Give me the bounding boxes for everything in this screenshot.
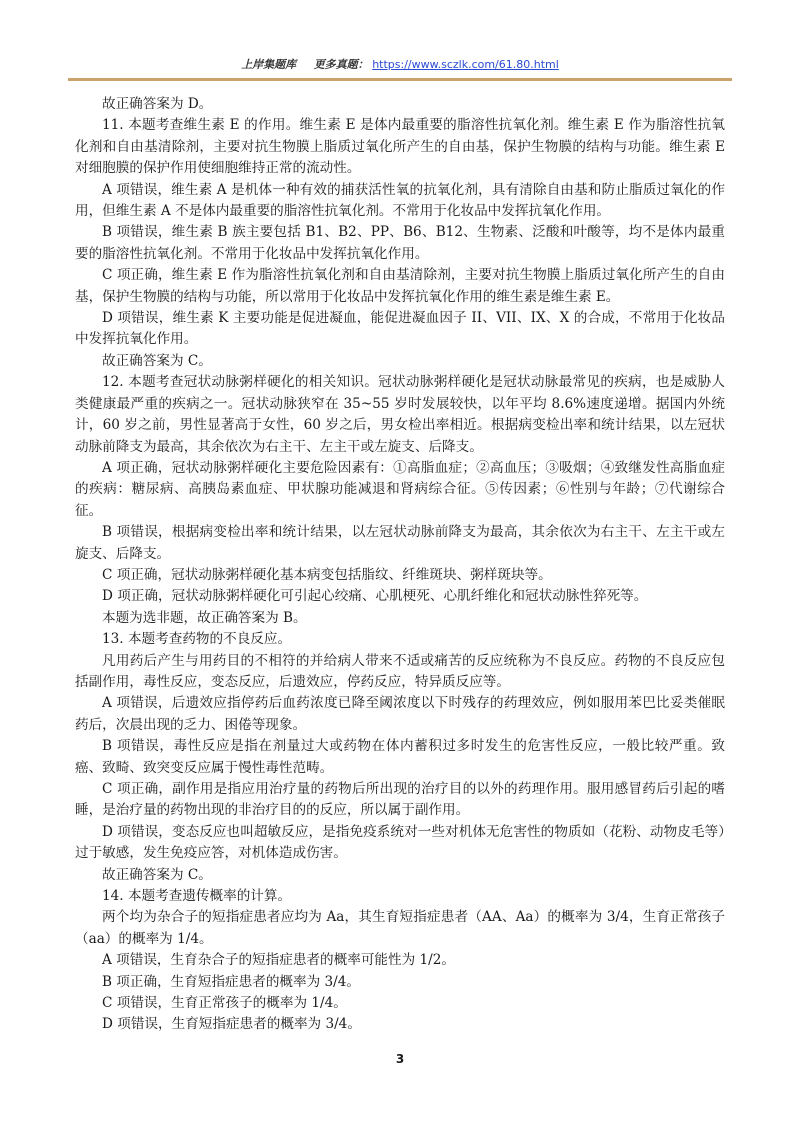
header-more-label: 更多真题： bbox=[313, 58, 369, 71]
paragraph: 凡用药后产生与用药目的不相符的并给病人带来不适或痛苦的反应统称为不良反应。药物的不良反应包括副作用，毒性反应，变态反应，后遗效应，停药反应，特异质反应等。 bbox=[75, 652, 725, 690]
paragraph: D 项错误，生育短指症患者的概率为 3/4。 bbox=[102, 1016, 361, 1033]
paragraph: C 项正确，冠状动脉粥样硬化基本病变包括脂纹、纤维斑块、粥样斑块等。 bbox=[102, 566, 552, 583]
paragraph: 本题为选非题，故正确答案为 B。 bbox=[102, 609, 307, 626]
paragraph: 14. 本题考查遗传概率的计算。 bbox=[102, 888, 292, 905]
paragraph: 两个均为杂合子的短指症患者应均为 Aa，其生育短指症患者（AA、Aa）的概率为 3/4，生育正常孩子（aa）的概率为 1/4。 bbox=[75, 909, 725, 947]
paragraph: 13. 本题考查药物的不良反应。 bbox=[102, 631, 292, 648]
paragraph: 故正确答案为 D。 bbox=[102, 96, 213, 112]
paragraph: A 项错误，后遗效应指停药后血药浓度已降至阈浓度以下时残存的药理效应，例如服用苯巴比妥类催眠药后，次晨出现的乏力、困倦等现象。 bbox=[75, 695, 725, 733]
paragraph: 故正确答案为 C。 bbox=[102, 352, 212, 369]
paragraph: A 项正确，冠状动脉粥样硬化主要危险因素有：①高脂血症；②高血压；③吸烟；④致继发性高脂血症的疾病：糖尿病、高胰岛素血症、甲状腺功能减退和肾病综合征。⑤传因素；⑥性别与年龄；⑦代谢综合征。 bbox=[75, 459, 725, 519]
paragraph: D 项正确，冠状动脉粥样硬化可引起心绞痛、心肌梗死、心肌纤维化和冠状动脉性猝死等。 bbox=[102, 588, 648, 605]
paragraph: D 项错误，维生素 K 主要功能是促进凝血，能促进凝血因子 II、VII、IX、X 的合成，不常用于化妆品中发挥抗氧化作用。 bbox=[75, 310, 725, 348]
page-number: 3 bbox=[395, 1052, 405, 1066]
paragraph: C 项错误，生育正常孩子的概率为 1/4。 bbox=[102, 995, 347, 1012]
document-body bbox=[75, 94, 725, 1036]
paragraph: B 项正确，生育短指症患者的概率为 3/4。 bbox=[102, 973, 361, 990]
paragraph: C 项正确，副作用是指应用治疗量的药物后所出现的治疗目的以外的药理作用。服用感冒药后引起的嗜睡，是治疗量的药物出现的非治疗目的的反应，所以属于副作用。 bbox=[75, 781, 725, 819]
header-url-link[interactable]: https://www.sczlk.com/61.80.html bbox=[372, 58, 559, 71]
paragraph: B 项错误，根据病变检出率和统计结果，以左冠状动脉前降支为最高，其余依次为右主干、左主干或左旋支、后降支。 bbox=[75, 524, 725, 562]
header-source-label: 上岸集题库 bbox=[241, 58, 297, 71]
paragraph: 故正确答案为 C。 bbox=[102, 866, 212, 883]
paragraph: 12. 本题考查冠状动脉粥样硬化的相关知识。冠状动脉粥样硬化是冠状动脉最常见的疾病，也是威胁人类健康最严重的疾病之一。冠状动脉狭窄在 35~55 岁时发展较快，以年平均 8.6%速度递增。据国内外统计，60 岁之前，男性显著高于女性，60 岁之后，男女检出率相近。根据病变检出率和统计结果，以左冠状动脉前降支为最高，其余依次为右主干、左主干或左旋支、后降支。 bbox=[75, 374, 725, 455]
paragraph: A 项错误，生育杂合子的短指症患者的概率可能性为 1/2。 bbox=[102, 952, 455, 969]
paragraph: C 项正确，维生素 E 作为脂溶性抗氧化剂和自由基清除剂，主要对抗生物膜上脂质过氧化所产生的自由基，保护生物膜的结构与功能，所以常用于化妆品中发挥抗氧化作用的维生素是维生素 E。 bbox=[75, 267, 725, 305]
paragraph: B 项错误，维生素 B 族主要包括 B1、B2、PP、B6、B12、生物素、泛酸和叶酸等，均不是体内最重要的脂溶性抗氧化剂。不常用于化妆品中发挥抗氧化作用。 bbox=[75, 224, 725, 262]
paragraph: B 项错误，毒性反应是指在剂量过大或药物在体内蓄积过多时发生的危害性反应，一般比较严重。致癌、致畸、致突变反应属于慢性毒性范畴。 bbox=[75, 738, 725, 776]
header-divider bbox=[68, 78, 732, 81]
paragraph: 11. 本题考查维生素 E 的作用。维生素 E 是体内最重要的脂溶性抗氧化剂。维生素 E 作为脂溶性抗氧化剂和自由基清除剂，主要对抗生物膜上脂质过氧化所产生的自由基，保护生物膜的结构与功能。维生素 E 对细胞膜的保护作用使细胞维持正常的流动性。 bbox=[75, 117, 725, 177]
paragraph: A 项错误，维生素 A 是机体一种有效的捕获活性氧的抗氧化剂，具有清除自由基和防止脂质过氧化的作用，但维生素 A 不是体内最重要的脂溶性抗氧化剂。不常用于化妆品中发挥抗氧化作用。 bbox=[75, 181, 725, 220]
paragraph: D 项错误，变态反应也叫超敏反应，是指免疫系统对一些对机体无危害性的物质如（花粉、动物皮毛等）过于敏感，发生免疫应答，对机体造成伤害。 bbox=[75, 823, 725, 862]
page-header bbox=[68, 56, 732, 78]
